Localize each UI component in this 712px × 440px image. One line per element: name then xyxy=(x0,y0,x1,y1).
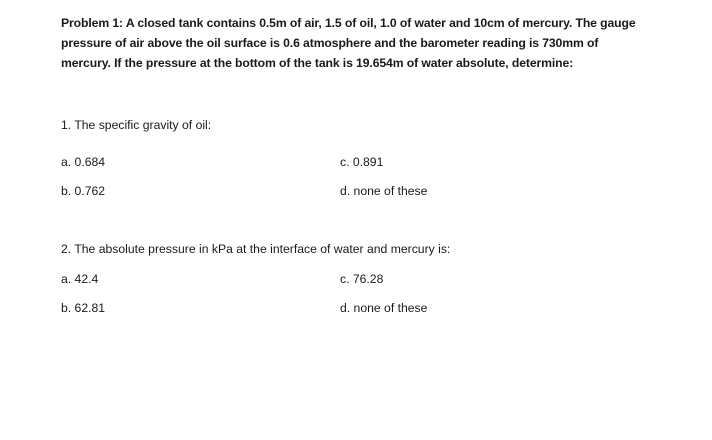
question-1-option-c: c. 0.891 xyxy=(340,155,384,169)
question-2-text: 2. The absolute pressure in kPa at the interface of water and mercury is: xyxy=(61,242,451,256)
problem-line: mercury. If the pressure at the bottom of the tank is 19.654m of water absolute, determine: xyxy=(61,56,574,70)
problem-line: pressure of air above the oil surface is 0.6 atmosphere and the barometer reading is 730mm of xyxy=(61,36,599,50)
question-1-text: 1. The specific gravity of oil: xyxy=(61,118,212,132)
question-1-option-d: d. none of these xyxy=(340,184,428,198)
question-1-option-b: b. 0.762 xyxy=(61,184,106,198)
question-2-option-a: a. 42.4 xyxy=(61,272,99,286)
question-1-option-a: a. 0.684 xyxy=(61,155,106,169)
question-2-option-d: d. none of these xyxy=(340,301,428,315)
question-2-option-c: c. 76.28 xyxy=(340,272,384,286)
question-2-option-b: b. 62.81 xyxy=(61,301,106,315)
problem-line: Problem 1: A closed tank contains 0.5m of air, 1.5 of oil, 1.0 of water and 10cm of mercury. The gauge xyxy=(61,16,636,30)
problem-statement xyxy=(61,13,671,73)
